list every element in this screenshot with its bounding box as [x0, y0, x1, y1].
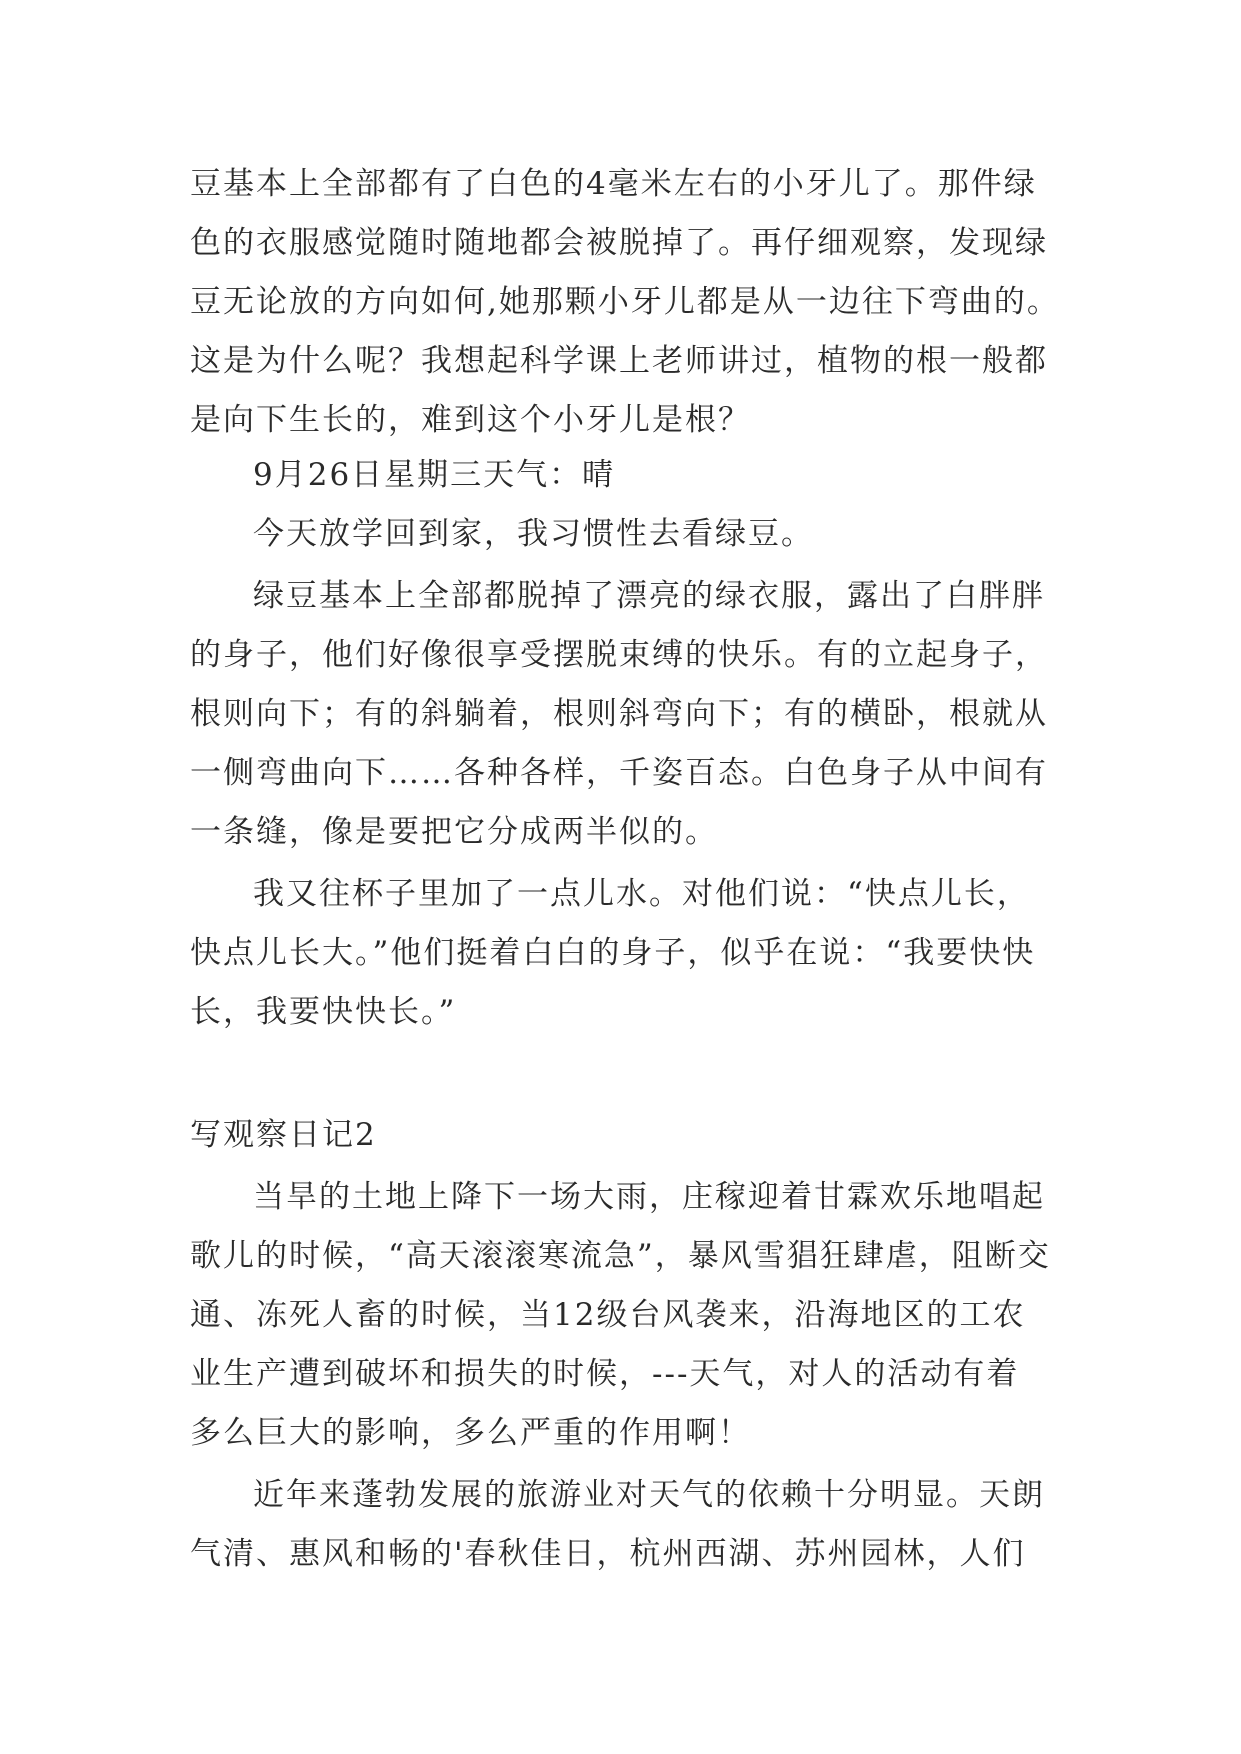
text-line: 业生产遭到破坏和损失的时候，---天气，对人的活动有着 — [190, 1356, 1020, 1392]
paragraph-start: 绿豆基本上全部都脱掉了漂亮的绿衣服，露出了白胖胖 — [253, 578, 1045, 614]
text-line: 这是为什么呢？我想起科学课上老师讲过，植物的根一般都 — [190, 343, 1048, 379]
text-line: 的身子，他们好像很享受摆脱束缚的快乐。有的立起身子， — [190, 637, 1048, 673]
text-line: 快点儿长大。”他们挺着白白的身子，似乎在说：“我要快快 — [190, 935, 1036, 971]
text-line: 色的衣服感觉随时随地都会被脱掉了。再仔细观察，发现绿 — [190, 225, 1048, 261]
text-line: 歌儿的时候，“高天滚滚寒流急”，暴风雪猖狂肆虐，阻断交 — [190, 1238, 1051, 1274]
text-line: 豆基本上全部都有了白色的4毫米左右的小牙儿了。那件绿 — [190, 166, 1037, 202]
date-line: 9月26日星期三天气：晴 — [253, 457, 616, 493]
section-heading: 写观察日记2 — [190, 1117, 377, 1153]
text-line: 通、冻死人畜的时候，当12级台风袭来，沿海地区的工农 — [190, 1297, 1026, 1333]
text-line: 一条缝，像是要把它分成两半似的。 — [190, 814, 718, 850]
paragraph-start: 今天放学回到家，我习惯性去看绿豆。 — [253, 516, 814, 552]
text-line: 一侧弯曲向下……各种各样，千姿百态。白色身子从中间有 — [190, 755, 1048, 791]
text-line: 多么巨大的影响，多么严重的作用啊！ — [190, 1415, 751, 1451]
text-line: 根则向下；有的斜躺着，根则斜弯向下；有的横卧，根就从 — [190, 696, 1048, 732]
text-line: 长，我要快快长。” — [190, 994, 457, 1030]
paragraph-start: 近年来蓬勃发展的旅游业对天气的依赖十分明显。天朗 — [253, 1477, 1045, 1513]
paragraph-start: 我又往杯子里加了一点儿水。对他们说：“快点儿长， — [253, 876, 1030, 912]
text-line: 豆无论放的方向如何,她那颗小牙儿都是从一边往下弯曲的。 — [190, 284, 1060, 320]
text-line: 是向下生长的，难到这个小牙儿是根？ — [190, 402, 751, 438]
paragraph-start: 当旱的土地上降下一场大雨，庄稼迎着甘霖欢乐地唱起 — [253, 1179, 1045, 1215]
text-line: 气清、惠风和畅的'春秋佳日，杭州西湖、苏州园林，人们 — [190, 1536, 1026, 1572]
